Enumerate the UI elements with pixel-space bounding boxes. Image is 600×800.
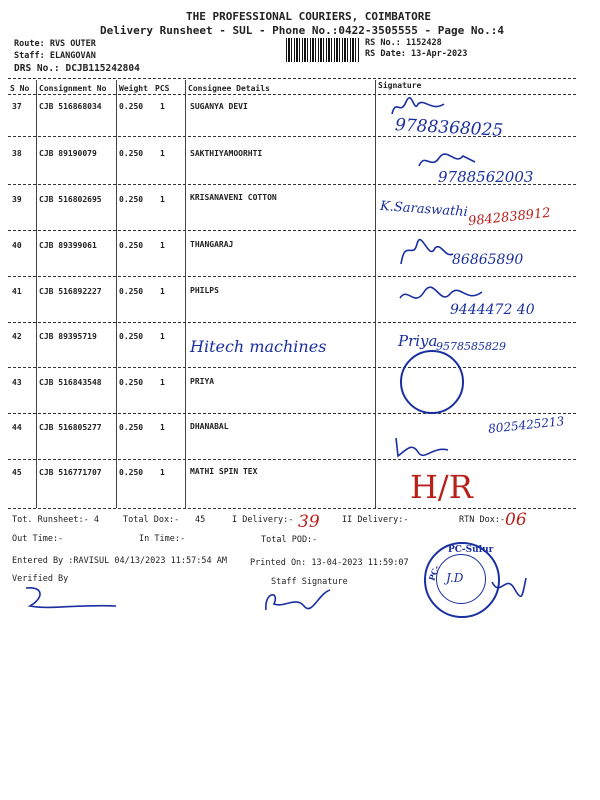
row-rule [8,367,576,368]
row-sno: 42 [12,332,22,341]
handwritten-phone: 9842838912 [467,205,552,230]
company-name: THE PROFESSIONAL COURIERS, COIMBATORE [186,10,432,23]
verifier-signature [20,584,120,614]
row-consignment-no: CJB 516802695 [39,195,102,204]
rs-date: RS Date: 13-Apr-2023 [365,49,468,59]
row-weight: 0.250 [119,378,144,387]
signature-scribble [395,234,455,268]
row-consignee: DHANABAL [190,422,229,431]
row-pcs: 1 [160,423,165,432]
staff-signature [260,586,340,616]
i-delivery-label: I Delivery:- [232,515,294,525]
rtn-dox-label: RTN Dox:- [459,515,506,525]
row-weight: 0.250 [119,287,144,296]
row-pcs: 1 [160,241,165,250]
table-bottom-rule [8,508,576,509]
barcode-image [286,38,360,62]
runsheet-title: Delivery Runsheet - SUL - Phone No.:0422-3505555 - Page No.:4 [100,24,504,37]
staff-label: Staff: ELANGOVAN [14,51,96,61]
row-sno: 45 [12,468,22,477]
row-sno: 41 [12,287,22,296]
office-stamp [400,350,464,414]
row-consignment-no: CJB 89190079 [39,149,97,158]
row-rule [8,413,576,414]
row-consignment-no: CJB 516892227 [39,287,102,296]
printed-on: Printed On: 13-04-2023 11:59:07 [250,558,409,568]
row-consignee: SUGANYA DEVI [190,102,248,111]
staff-signature-label: Staff Signature [271,577,348,587]
row-sno: 38 [12,149,22,158]
rtn-dox-handwritten: 06 [505,510,527,530]
row-weight: 0.250 [119,195,144,204]
row-consignee: PHILPS [190,286,219,295]
handwritten-phone: 8025425213 [487,414,565,436]
handwritten-consignee: Hitech machines [190,337,327,356]
row-rule [8,230,576,231]
col-header-consignee: Consignee Details [188,84,270,93]
handwritten-phone: 9788368025 [394,115,504,141]
rs-number: RS No.: 1152428 [365,38,442,48]
seal-text-top: PC-Sulur [448,545,494,555]
row-consignee: KRISANAVENI COTTON [190,193,277,202]
row-pcs: 1 [160,287,165,296]
row-consignment-no: CJB 516868034 [39,102,102,111]
seal-signature [488,572,528,602]
drs-number: DRS No.: DCJB115242804 [14,63,140,74]
row-sno: 43 [12,378,22,387]
handwritten-phone: 86865890 [452,252,524,268]
handwritten-name: K.Saraswathi [379,198,469,221]
column-divider [185,80,186,508]
row-sno: 44 [12,423,22,432]
total-dox-value: 45 [195,515,206,525]
handwritten-hr-mark: H/R [410,468,473,506]
ii-delivery-label: II Delivery:- [342,515,409,525]
row-consignment-no: CJB 516805277 [39,423,102,432]
row-consignment-no: CJB 516771707 [39,468,102,477]
total-dox-label: Total Dox:- [123,515,180,525]
row-pcs: 1 [160,102,165,111]
row-consignee: THANGARAJ [190,240,234,249]
row-rule [8,459,576,460]
row-weight: 0.250 [119,149,144,158]
handwritten-phone: 9578585829 [436,340,506,353]
verified-by-label: Verified By [12,574,69,584]
row-rule [8,322,576,323]
row-weight: 0.250 [119,423,144,432]
total-runsheet: Tot. Runsheet:- 4 [12,515,99,525]
handwritten-phone: 9788562003 [438,168,534,186]
table-top-rule [8,78,576,79]
row-pcs: 1 [160,332,165,341]
seal-initials: J.D [446,571,464,585]
row-pcs: 1 [160,195,165,204]
row-weight: 0.250 [119,468,144,477]
entered-by: Entered By :RAVISUL 04/13/2023 11:57:54 AM [12,556,227,566]
row-pcs: 1 [160,468,165,477]
i-delivery-handwritten: 39 [298,512,320,532]
col-header-pcs: PCS [155,84,170,93]
row-sno: 39 [12,195,22,204]
row-consignment-no: CJB 89395719 [39,332,97,341]
header-bottom-rule [8,94,576,95]
row-consignment-no: CJB 516843548 [39,378,102,387]
row-consignee: SAKTHIYAMOORHTI [190,149,263,158]
row-rule [8,276,576,277]
col-header-weight: Weight [119,84,148,93]
row-weight: 0.250 [119,332,144,341]
row-consignee: PRIYA [190,377,215,386]
signature-scribble [392,432,452,460]
row-pcs: 1 [160,149,165,158]
row-weight: 0.250 [119,102,144,111]
column-divider [36,80,37,508]
row-pcs: 1 [160,378,165,387]
col-header-consignment: Consignment No [39,84,107,93]
handwritten-name: Priya [398,332,438,350]
col-header-sno: S No [10,84,30,93]
row-weight: 0.250 [119,241,144,250]
out-time-label: Out Time:- [12,534,64,544]
column-divider [375,80,376,508]
total-pod-label: Total POD:- [261,535,318,545]
in-time-label: In Time:- [139,534,186,544]
row-sno: 37 [12,102,22,111]
route-label: Route: RVS OUTER [14,39,96,49]
handwritten-phone: 9444472 40 [450,302,535,318]
seal-text-left: PC- [426,563,442,583]
col-header-signature: Signature [378,81,422,90]
column-divider [116,80,117,508]
row-consignment-no: CJB 89399061 [39,241,97,250]
row-sno: 40 [12,241,22,250]
row-consignee: MATHI SPIN TEX [190,467,258,476]
